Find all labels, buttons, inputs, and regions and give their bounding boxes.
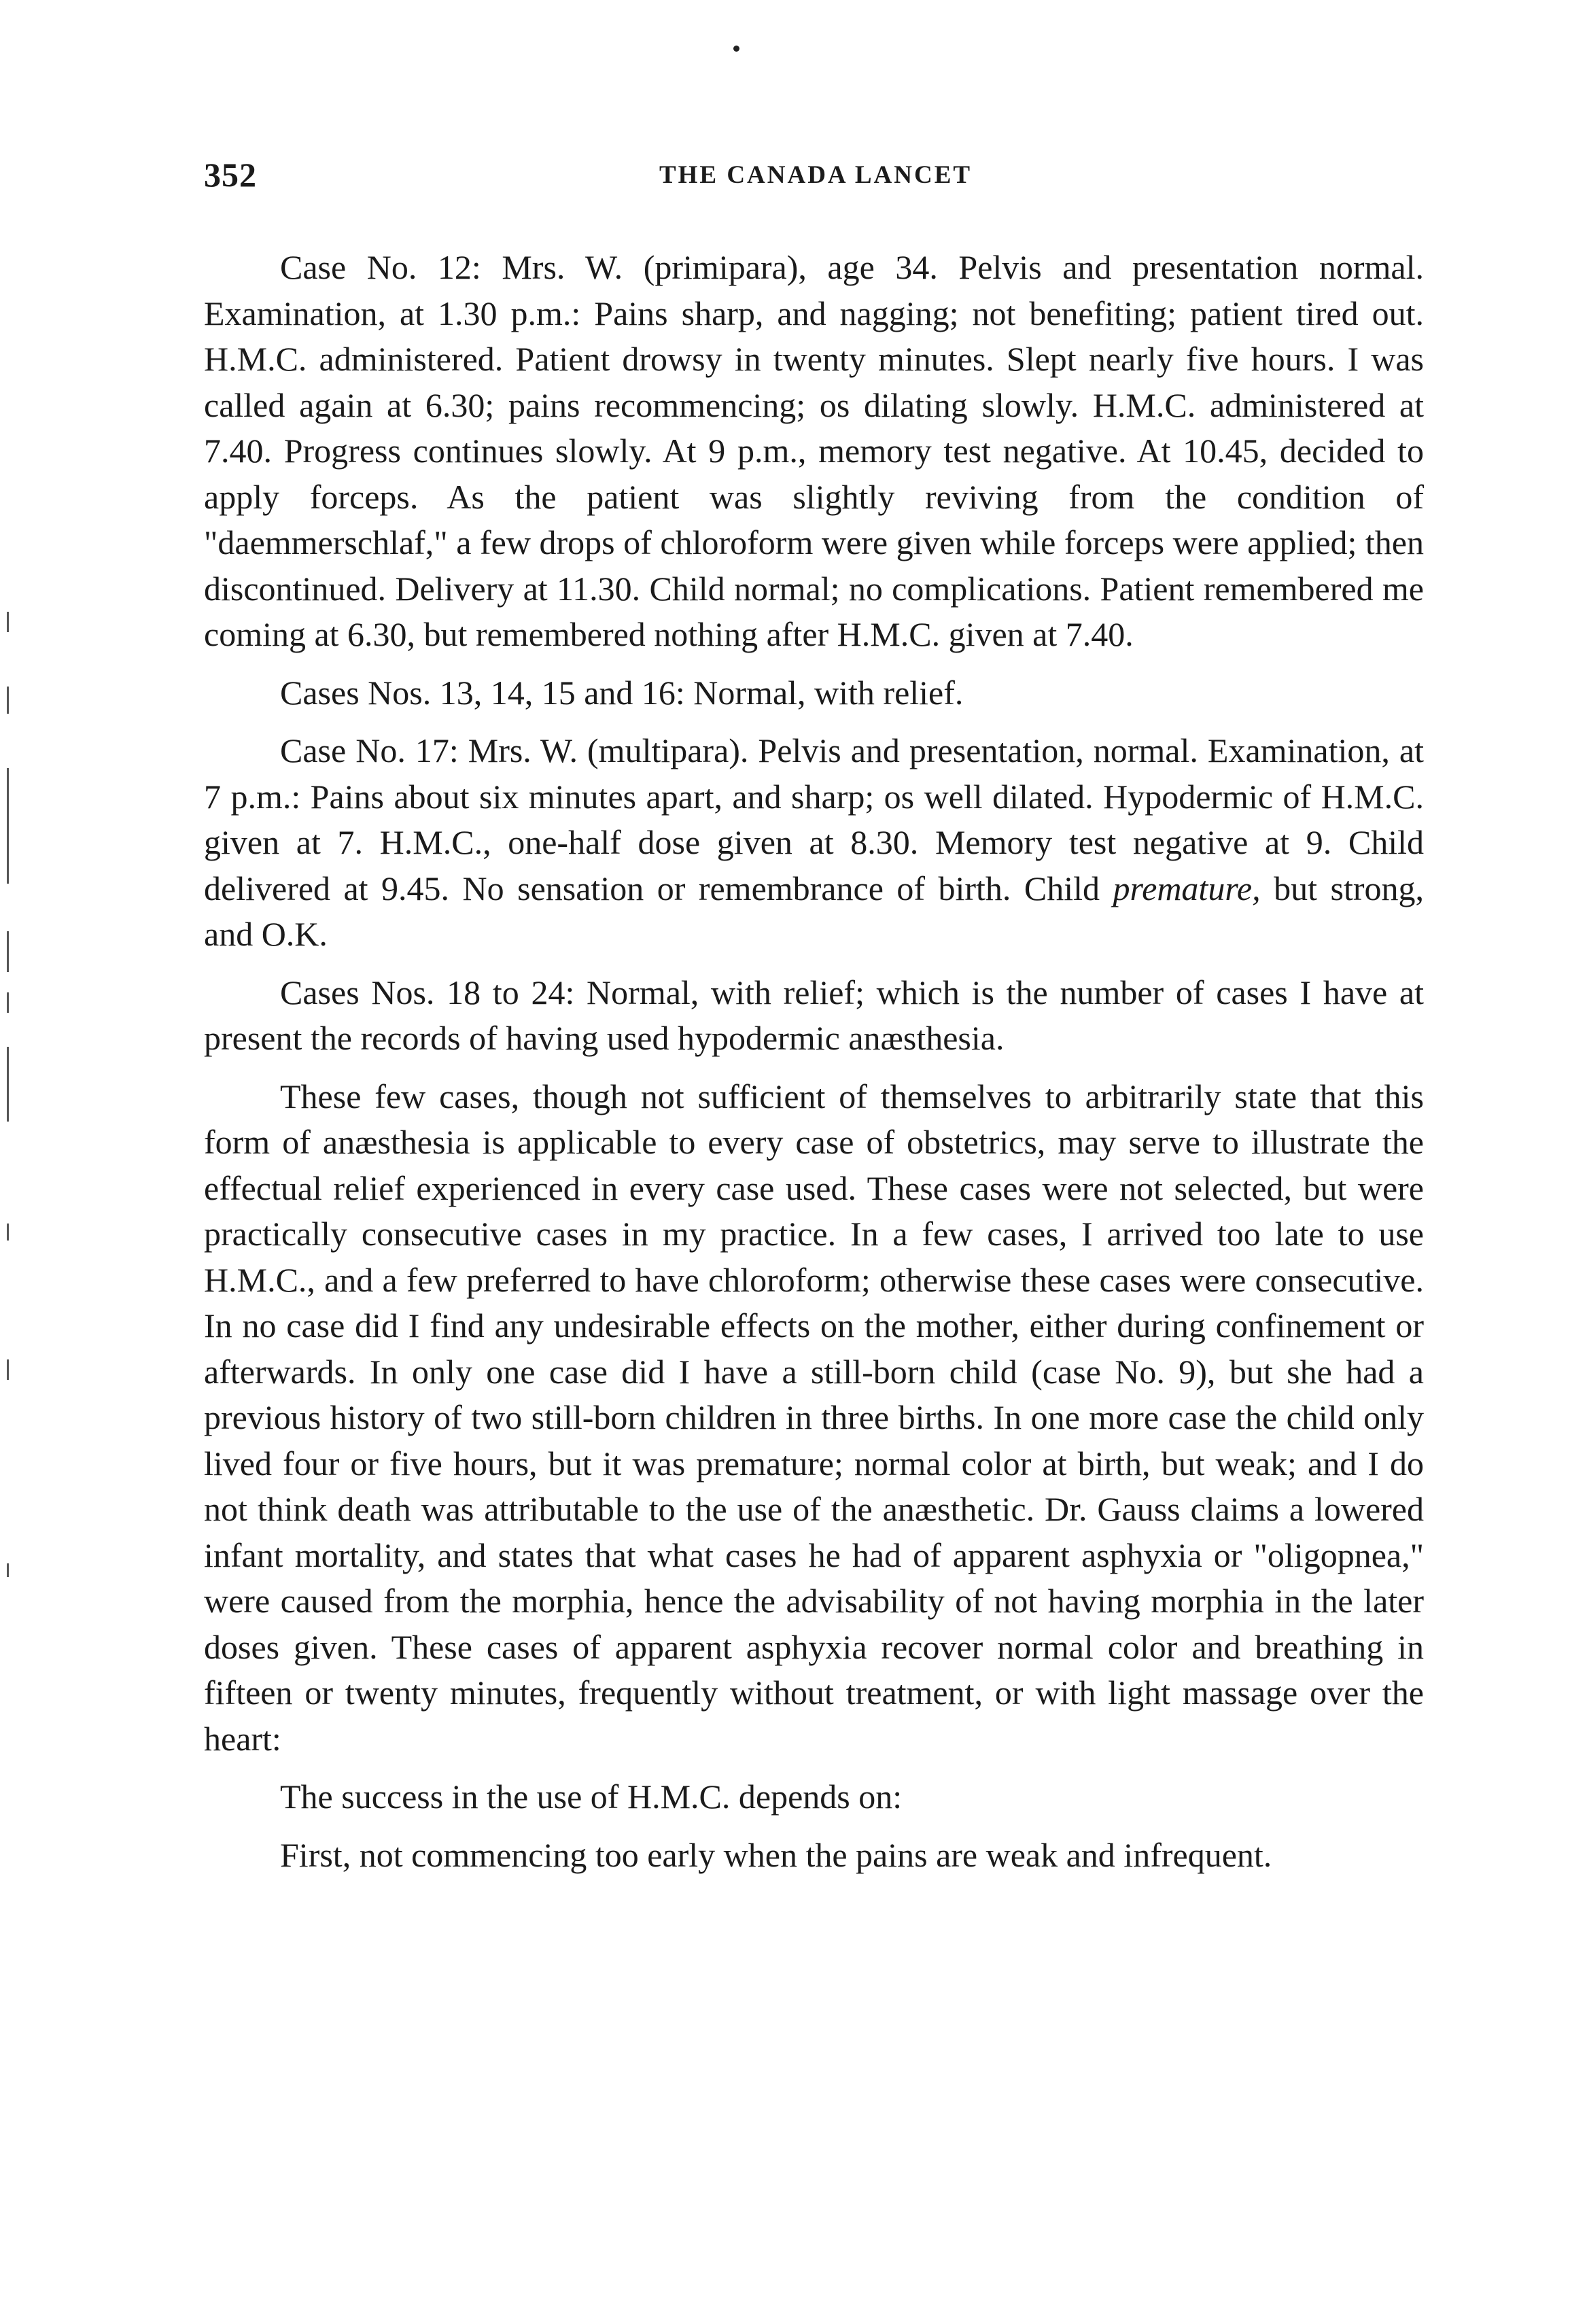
case-17-text-end: but strong, and O.K. xyxy=(204,869,1424,953)
paragraph-discussion: These few cases, though not sufficient of themselves to arbitrarily state that this form of anæsthesia is applicable to every case of obstetrics, may serve to illustrate the effectual relief experienced in every case used. These cases were not selected, but were practically consecutive cases in my practice. In a few cases, I arrived too late to use H.M.C., and a few preferred to have chloroform; otherwise these cases were consecutive. In no case did I find any undesirable effects on the mother, either during confinement or afterwards. In only one case did I have a still-born child (case No. 9), but she had a previous history of two still-born children in three births. In one more case the child only lived four or five hours, but it was premature; normal color at birth, but weak; and I do not think death was attributable to the use of the anæsthetic. Dr. Gauss claims a lowered infant mortality, and states that what cases he had of apparent asphyxia or "oligopnea," were caused from the morphia, hence the advisability of not having morphia in the later doses given. These cases of apparent asphyxia recover normal color and breathing in fifteen or twenty minutes, frequently without treatment, or with light massage over the heart: xyxy=(204,1077,1424,1758)
paragraph-success-intro: The success in the use of H.M.C. depends on: xyxy=(280,1777,903,1816)
paragraph-first-point: First, not commencing too early when the pains are weak and infrequent. xyxy=(280,1835,1272,1874)
binding-margin-marks xyxy=(7,612,20,1631)
page-number: 352 xyxy=(204,156,257,194)
case-17-emphasis: premature, xyxy=(1113,869,1261,907)
paragraph-cases-18-24: Cases Nos. 18 to 24: Normal, with relief; which is the number of cases I have at present the records of having used hypodermic anæsthesia. xyxy=(204,973,1424,1057)
page-header xyxy=(204,155,1427,209)
print-speck xyxy=(733,46,739,52)
case-17-text-start: Case No. 17: Mrs. W. (multipara). Pelvis and presentation, normal. Examination, at 7 p.m.: Pains about six minutes apart, and sharp; os well dilated. Hypodermic of H.M.C. given at 7. H.M.C., one-half dose given at 8.30. Memory test negative at 9. Child delivered at 9.45. No sensation or remembrance of birth. Child xyxy=(204,731,1424,907)
paragraph-case-17 xyxy=(204,728,1424,958)
paragraph-cases-13-16: Cases Nos. 13, 14, 15 and 16: Normal, with relief. xyxy=(280,673,964,712)
paragraph-case-12: Case No. 12: Mrs. W. (primipara), age 34. Pelvis and presentation normal. Examination, at 1.30 p.m.: Pains sharp, and nagging; not benefiting; patient tired out. H.M.C. administered. Patient drowsy in twenty minutes. Slept nearly five hours. I was called again at 6.30; pains recommencing; os dilating slowly. H.M.C. administered at 7.40. Progress continues slowly. At 9 p.m., memory test negative. At 10.45, decided to apply forceps. As the patient was slightly reviving from the condition of "daemmerschlaf," a few drops of chloroform were given while forceps were applied; then discontinued. Delivery at 11.30. Child normal; no complications. Patient remembered me coming at 6.30, but remembered nothing after H.M.C. given at 7.40. xyxy=(204,248,1424,653)
article-body xyxy=(204,245,1424,1878)
running-title: THE CANADA LANCET xyxy=(659,161,973,189)
